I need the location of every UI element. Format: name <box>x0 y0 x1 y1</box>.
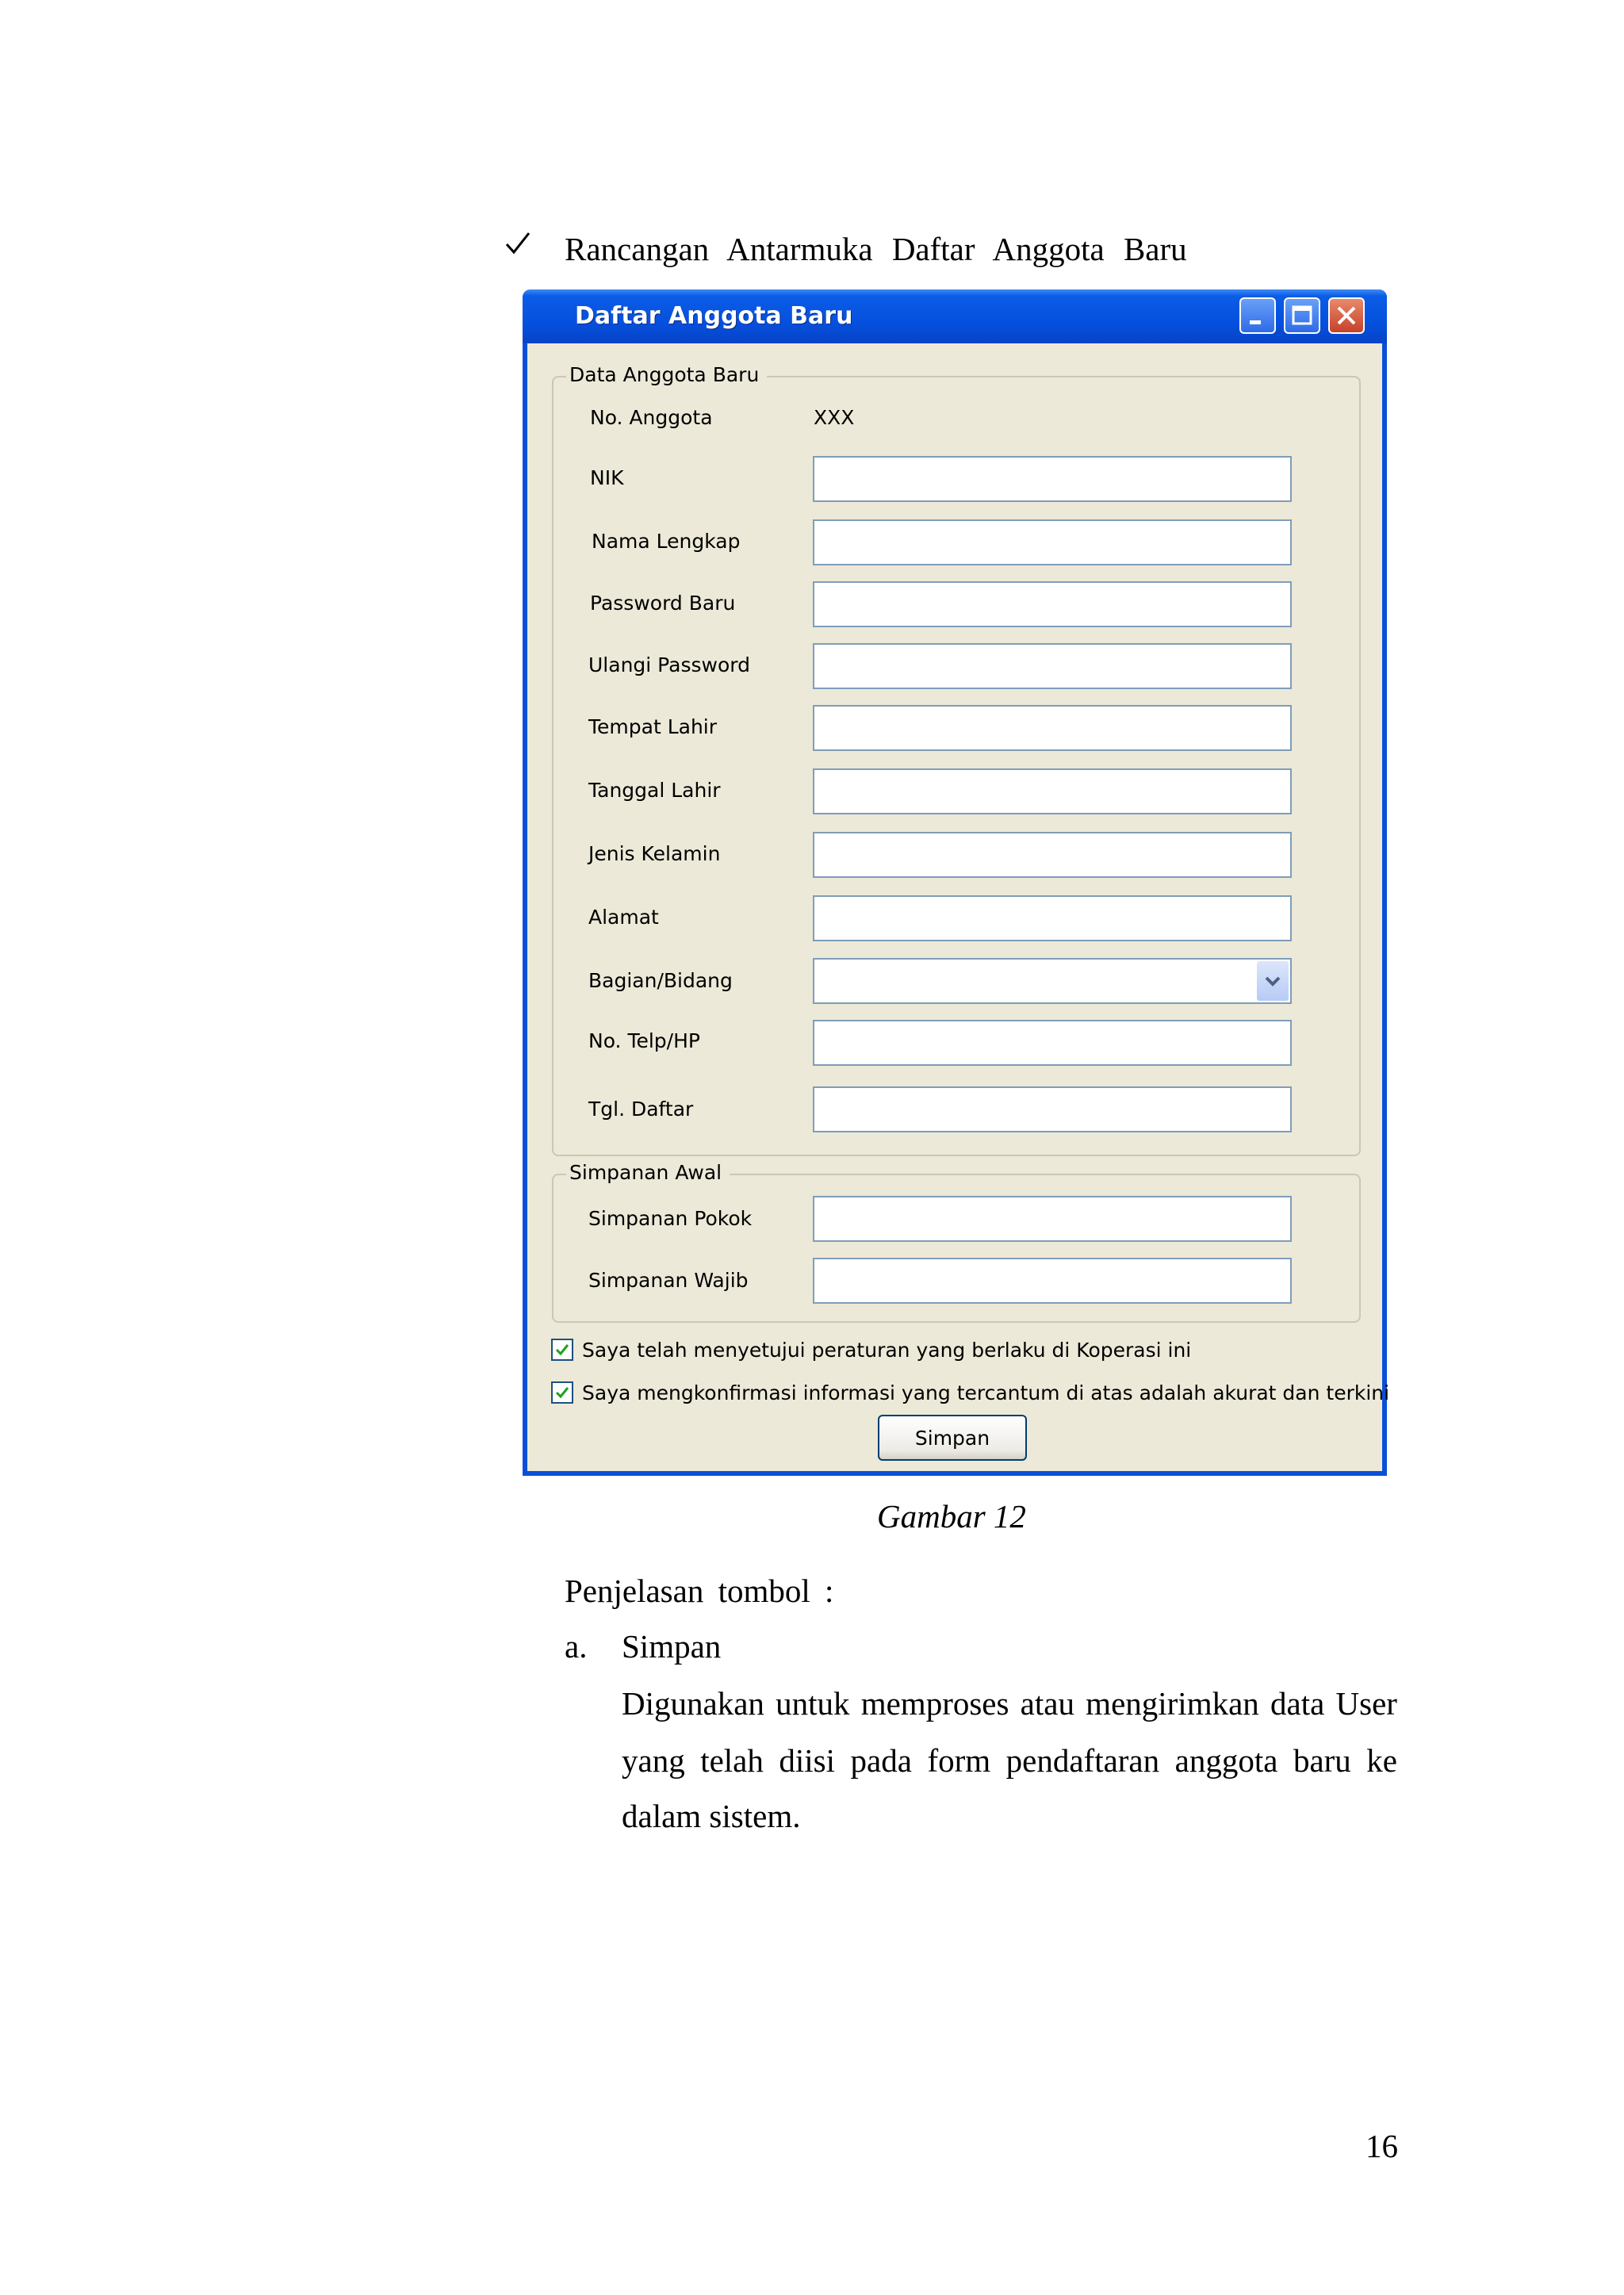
dropdown-button[interactable] <box>1257 961 1289 1001</box>
nik-label: NIK <box>590 466 624 489</box>
word: memproses <box>860 1685 1009 1722</box>
save-button-label: Simpan <box>914 1426 990 1450</box>
agree-rules-checkbox[interactable] <box>551 1339 573 1361</box>
tempat-lahir-label: Tempat Lahir <box>588 715 718 738</box>
maximize-icon <box>1285 299 1319 332</box>
tgl-daftar-input[interactable] <box>813 1086 1292 1132</box>
nama-lengkap-label: Nama Lengkap <box>592 530 741 553</box>
word: ke <box>1366 1742 1397 1779</box>
tempat-lahir-input[interactable] <box>813 705 1292 751</box>
list-item-title: Simpan <box>622 1628 722 1665</box>
nik-input[interactable] <box>813 456 1292 502</box>
chevron-down-icon <box>1257 961 1289 1001</box>
ulangi-password-label: Ulangi Password <box>588 653 750 676</box>
window-title: Daftar Anggota Baru <box>575 302 853 330</box>
save-button[interactable] <box>878 1415 1027 1461</box>
tanggal-lahir-label: Tanggal Lahir <box>588 779 721 802</box>
no-anggota-label: No. Anggota <box>590 406 713 429</box>
figure-caption: Gambar 12 <box>877 1498 1026 1534</box>
checkmark-bullet-icon <box>504 230 531 257</box>
word: pada <box>850 1742 912 1779</box>
maximize-button[interactable] <box>1284 297 1320 334</box>
no-anggota-value: XXX <box>814 406 855 429</box>
word: pendaftaran <box>1005 1742 1160 1779</box>
word: baru <box>1293 1742 1351 1779</box>
ulangi-password-input[interactable] <box>813 643 1292 689</box>
explanation-line-1 <box>622 1685 1397 1722</box>
group-legend: Simpanan Awal <box>566 1161 730 1184</box>
close-button[interactable] <box>1328 297 1365 334</box>
close-icon <box>1330 299 1363 332</box>
minimize-icon <box>1241 299 1274 332</box>
jenis-kelamin-label: Jenis Kelamin <box>588 842 721 865</box>
word: data <box>1270 1685 1325 1722</box>
agree-rules-label[interactable]: Saya telah menyetujui peraturan yang berlaku di Koperasi ini <box>582 1339 1192 1362</box>
word: mengirimkan <box>1086 1685 1259 1722</box>
nama-lengkap-input[interactable] <box>813 519 1292 565</box>
page-number: 16 <box>1365 2128 1398 2164</box>
minimize-button[interactable] <box>1239 297 1276 334</box>
window-titlebar[interactable] <box>523 289 1387 343</box>
simpanan-wajib-label: Simpanan Wajib <box>588 1269 749 1292</box>
alamat-input[interactable] <box>813 895 1292 941</box>
word: diisi <box>779 1742 836 1779</box>
word: untuk <box>776 1685 850 1722</box>
word: form <box>927 1742 991 1779</box>
bagian-bidang-label: Bagian/Bidang <box>588 969 733 992</box>
word: yang <box>622 1742 685 1779</box>
list-item-letter: a. <box>565 1628 588 1665</box>
password-baru-input[interactable] <box>813 581 1292 627</box>
password-baru-label: Password Baru <box>590 592 736 615</box>
explanation-line-2 <box>622 1742 1397 1779</box>
alamat-label: Alamat <box>588 906 659 929</box>
explanation-title: Penjelasan tombol : <box>565 1573 834 1609</box>
checkmark-icon <box>553 1340 572 1359</box>
tanggal-lahir-input[interactable] <box>813 768 1292 814</box>
explanation-line-3: dalam sistem. <box>622 1798 801 1834</box>
word: anggota <box>1174 1742 1278 1779</box>
confirm-info-checkbox[interactable] <box>551 1381 573 1404</box>
word: User <box>1335 1685 1397 1722</box>
simpanan-pokok-label: Simpanan Pokok <box>588 1207 753 1230</box>
confirm-info-label[interactable]: Saya mengkonfirmasi informasi yang tercantum di atas adalah akurat dan terkini <box>582 1381 1390 1404</box>
no-telp-input[interactable] <box>813 1020 1292 1066</box>
section-heading: Rancangan Antarmuka Daftar Anggota Baru <box>565 231 1187 267</box>
tgl-daftar-label: Tgl. Daftar <box>588 1098 694 1121</box>
group-legend: Data Anggota Baru <box>566 363 767 386</box>
word: atau <box>1020 1685 1074 1722</box>
simpanan-wajib-input[interactable] <box>813 1258 1292 1304</box>
jenis-kelamin-input[interactable] <box>813 832 1292 878</box>
simpanan-pokok-input[interactable] <box>813 1196 1292 1242</box>
bagian-bidang-select[interactable] <box>813 958 1292 1004</box>
word: Digunakan <box>622 1685 764 1722</box>
word: telah <box>700 1742 764 1779</box>
checkmark-icon <box>553 1383 572 1402</box>
no-telp-label: No. Telp/HP <box>588 1029 700 1052</box>
